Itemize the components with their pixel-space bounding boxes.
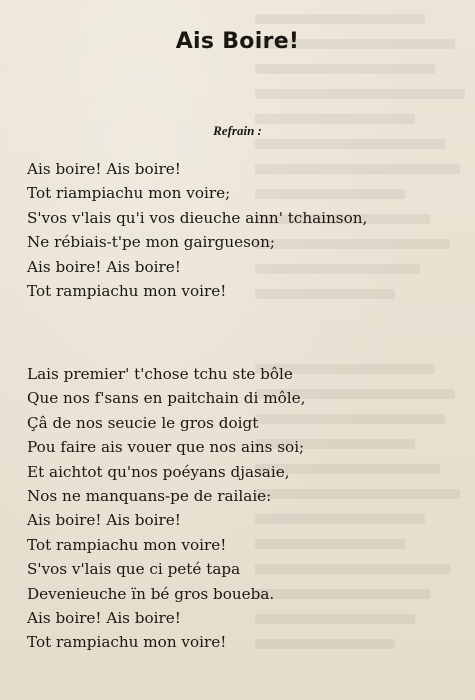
verse-line: Et aichtot qu'nos poéyans djasaie, (27, 462, 290, 481)
verse-line: Tot rampiachu mon voire! (27, 535, 227, 554)
verse-line: Que nos f'sans en paitchain di môle, (27, 389, 306, 408)
verse-line: Tot rampiachu mon voire! (27, 633, 227, 652)
refrain-label: Refrain : (213, 123, 262, 138)
verse-line: Ne rébiais-t'pe mon gairgueson; (27, 233, 275, 252)
verse-line: Ais boire! Ais boire! (27, 160, 181, 178)
verse-stanza (27, 362, 305, 655)
verse-line: Tot rampiachu mon voire! (27, 282, 227, 301)
verse-line: Lais premier' t'chose tchu ste bôle (27, 365, 293, 383)
verse-line: S'vos v'lais qu'i vos dieuche ainn' tchainson, (27, 208, 368, 227)
verse-line: Tot riampiachu mon voire; (27, 184, 231, 203)
verse-line: Ais boire! Ais boire! (27, 511, 181, 530)
verse-line: Devenieuche ïn bé gros boueba. (27, 584, 275, 603)
verse-line: Çâ de nos seucie le gros doigt (27, 413, 259, 432)
verse-line: Ais boire! Ais boire! (27, 609, 181, 628)
verse-line: Nos ne manquans-pe de railaie: (27, 487, 272, 506)
verse-line: Pou faire ais vouer que nos ains soi; (27, 438, 305, 457)
verse-line: S'vos v'lais que ci peté tapa (27, 560, 241, 579)
refrain-stanza (27, 157, 367, 303)
song-title: Ais Boire! (175, 29, 300, 54)
verse-line: Ais boire! Ais boire! (27, 257, 181, 276)
